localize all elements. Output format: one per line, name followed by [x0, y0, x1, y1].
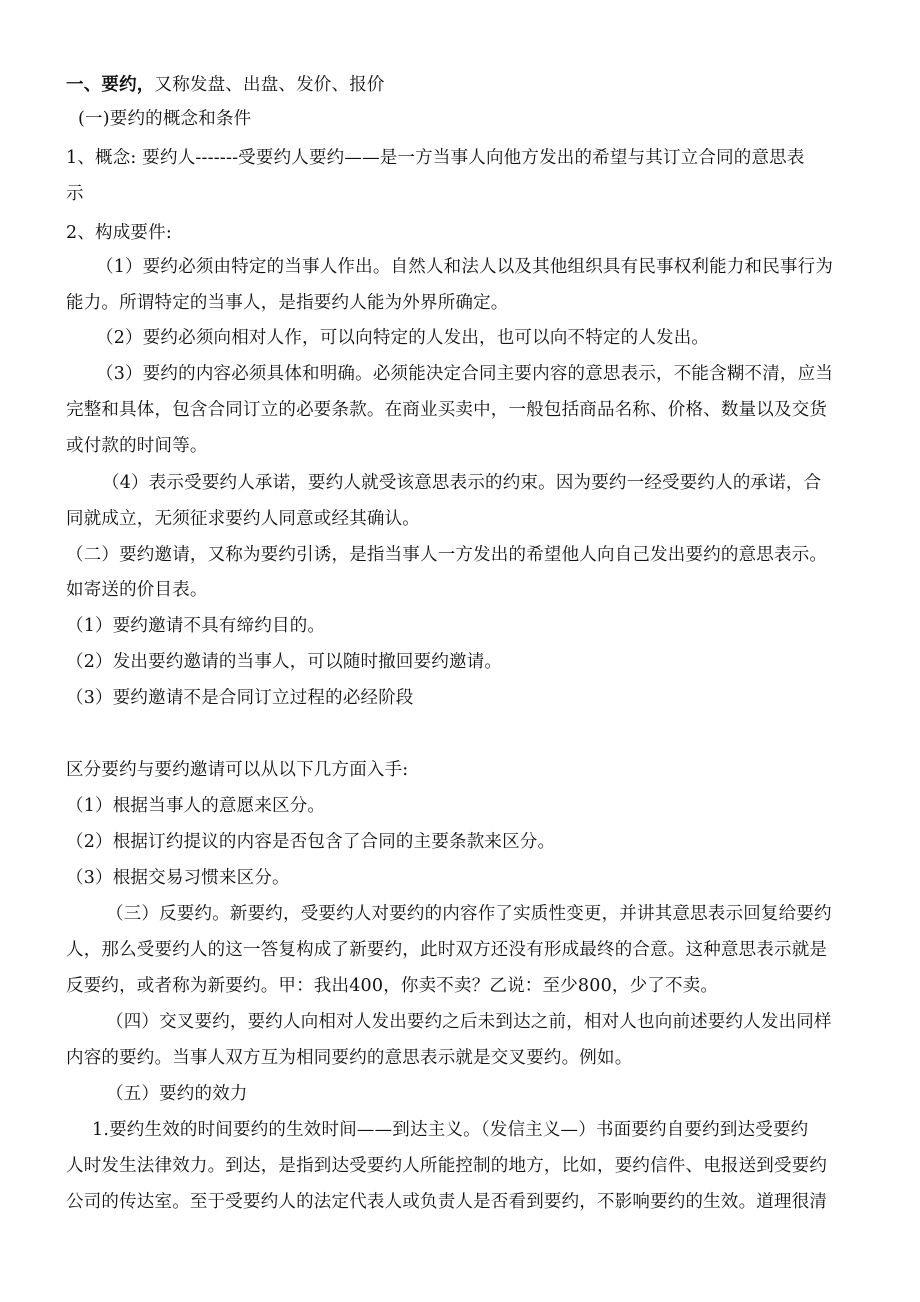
effect-line-3: 公司的传达室。至于受要约人的法定代表人或负责人是否看到要约，不影响要约的生效。道理很清 — [66, 1192, 828, 1212]
item3-line-1: （3）要约的内容必须具体和明确。必须能决定合同主要内容的意思表示，不能含糊不清，应当 — [96, 364, 834, 384]
distinguish-item-3: （3）根据交易习惯来区分。 — [66, 868, 290, 888]
concept-line-1: 1、概念: 要约人-------受要约人要约——是一方当事人向他方发出的希望与其订立合同的意思表 — [66, 148, 805, 168]
distinguish-item-1: （1）根据当事人的意愿来区分。 — [66, 796, 326, 816]
effect-line-1: 1.要约生效的时间要约的生效时间——到达主义。（发信主义—）书面要约自要约到达受要约 — [92, 1120, 809, 1140]
invite-item-3: （3）要约邀请不是合同订立过程的必经阶段 — [66, 688, 414, 708]
section2-line-1: （二）要约邀请，又称为要约引诱，是指当事人一方发出的希望他人向自己发出要约的意思表示。 — [66, 545, 828, 565]
section1-title: (一)要约的概念和条件 — [78, 109, 252, 129]
heading-rest-text: 又称发盘、出盘、发价、报价 — [154, 75, 385, 95]
section3-line-1: （三）反要约。新要约，受要约人对要约的内容作了实质性变更，并讲其意思表示回复给要约 — [106, 904, 832, 924]
item3-line-3: 或付款的时间等。 — [66, 436, 208, 456]
concept-line-2: 示 — [66, 184, 84, 204]
item4-line-2: 同就成立，无须征求要约人同意或经其确认。 — [66, 509, 420, 529]
invite-item-1: （1）要约邀请不具有缔约目的。 — [66, 616, 326, 636]
section3-line-2: 人，那么受要约人的这一答复构成了新要约，此时双方还没有形成最终的合意。这种意思表示就是 — [66, 940, 828, 960]
distinguish-item-2: （2）根据订约提议的内容是否包含了合同的主要条款来区分。 — [66, 832, 556, 852]
item3-line-2: 完整和具体，包含合同订立的必要条款。在商业买卖中，一般包括商品名称、价格、数量以及交货 — [66, 400, 828, 420]
item4-line-1: （4）表示受要约人承诺，要约人就受该意思表示的约束。因为要约一经受要约人的承诺，合 — [102, 473, 822, 493]
item2-line-1: （2）要约必须向相对人作，可以向特定的人发出，也可以向不特定的人发出。 — [96, 328, 710, 348]
effect-line-2: 人时发生法律效力。到达，是指到达受要约人所能控制的地方，比如，要约信件、电报送到受要约 — [66, 1156, 828, 1176]
section3-line-3: 反要约，或者称为新要约。甲：我出400，你卖不卖？乙说：至少800，少了不卖。 — [66, 976, 719, 996]
elements-title: 2、构成要件: — [66, 223, 172, 243]
heading-line — [66, 74, 385, 96]
heading-bold-text: 一、要约， — [66, 75, 155, 95]
section4-line-1: （四）交叉要约，要约人向相对人发出要约之后未到达之前，相对人也向前述要约人发出同样 — [106, 1012, 832, 1032]
section4-line-2: 内容的要约。当事人双方互为相同要约的意思表示就是交叉要约。例如。 — [66, 1048, 633, 1068]
section5-title: （五）要约的效力 — [106, 1084, 248, 1104]
invite-item-2: （2）发出要约邀请的当事人，可以随时撤回要约邀请。 — [66, 652, 503, 672]
section2-line-2: 如寄送的价目表。 — [66, 580, 208, 600]
distinguish-title: 区分要约与要约邀请可以从以下几方面入手: — [66, 760, 409, 780]
item1-line-2: 能力。所谓特定的当事人，是指要约人能为外界所确定。 — [66, 293, 509, 313]
item1-line-1: （1）要约必须由特定的当事人作出。自然人和法人以及其他组织具有民事权利能力和民事行为 — [96, 257, 834, 277]
